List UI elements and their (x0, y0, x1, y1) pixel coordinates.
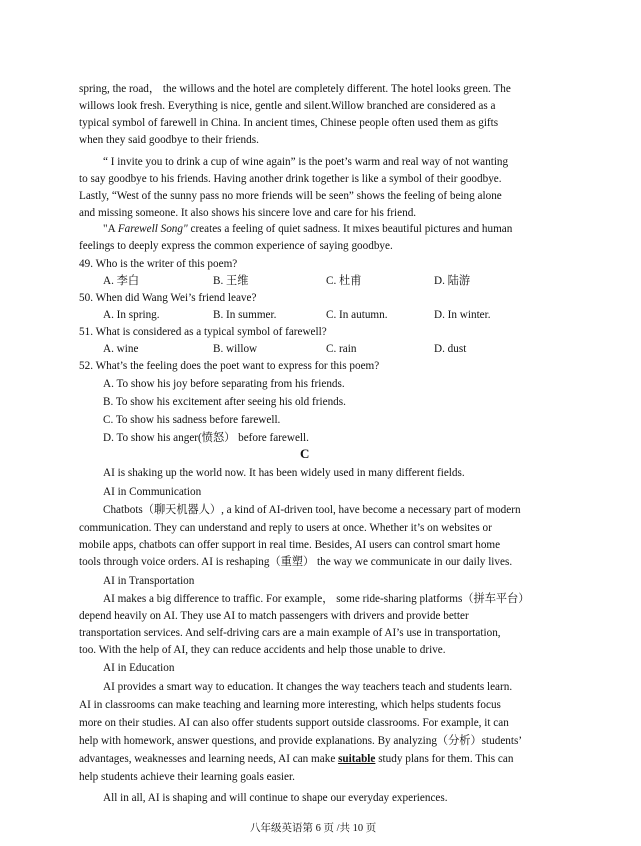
passage-b-line: Lastly, “West of the sunny pass no more friends will be seen” shows the feeling of being alone (79, 190, 502, 202)
option[interactable]: A. In spring. (103, 309, 160, 321)
passage-c-line: mobile apps, chatbots can offer support in real time. Besides, AI users can control smart home (79, 539, 501, 551)
passage-c-line: transportation services. And self-driving cars are a main example of AI’s use in transportation, (79, 627, 501, 639)
option[interactable]: D. dust (434, 343, 467, 355)
option[interactable]: B. In summer. (213, 309, 277, 321)
passage-b-line: when they said goodbye to their friends. (79, 134, 259, 146)
passage-c-line: AI in classrooms can make teaching and learning more interesting, which helps students focus (79, 699, 501, 711)
option[interactable]: C. rain (326, 343, 357, 355)
option[interactable]: D. In winter. (434, 309, 491, 321)
option[interactable]: A. 李白 (103, 275, 140, 287)
passage-b-line: and missing someone. It also shows his sincere love and care for his friend. (79, 207, 417, 219)
option[interactable]: C. In autumn. (326, 309, 388, 321)
passage-b-line: spring, the road， the willows and the hotel are completely different. The hotel looks green. The (79, 83, 511, 95)
passage-c-line: help with homework, answer questions, and provide explanations. By analyzing（分析）students’ (79, 735, 523, 747)
question-stem: 50. When did Wang Wei’s friend leave? (79, 292, 257, 304)
passage-c-line: more on their studies. AI can also offer students support outside classrooms. For example, it can (79, 717, 509, 729)
question-stem: 52. What’s the feeling does the poet want to express for this poem? (79, 360, 380, 372)
passage-b-line: to say goodbye to his friends. Having another drink together is like a symbol of their goodbye. (79, 173, 502, 185)
passage-c-text: advantages, weaknesses and learning needs, AI can make (79, 753, 339, 765)
page-footer: 八年级英语第 6 页 /共 10 页 (250, 823, 377, 834)
passage-c-text: study plans for them. This can (375, 753, 514, 765)
underlined-word: suitable (338, 753, 376, 765)
section-label: C (300, 446, 310, 461)
passage-b-text: creates a feeling of quiet sadness. It mixes beautiful pictures and human (187, 223, 513, 235)
quote-open: "A (103, 223, 118, 235)
question-stem: 51. What is considered as a typical symbol of farewell? (79, 326, 327, 338)
option[interactable]: B. To show his excitement after seeing his old friends. (103, 396, 346, 408)
question-stem: 49. Who is the writer of this poem? (79, 258, 238, 270)
poem-title: Farewell Song" (117, 223, 188, 235)
subheading: AI in Education (103, 662, 175, 674)
passage-c-line: tools through voice orders. AI is reshaping（重塑） the way we communicate in our daily lives. (79, 556, 513, 568)
option[interactable]: A. wine (103, 343, 139, 355)
passage-c-line (79, 752, 513, 766)
passage-c-line: depend heavily on AI. They use AI to match passengers with drivers and provide better (79, 610, 469, 622)
passage-c-line: Chatbots（聊天机器人）, a kind of AI-driven tool, have become a necessary part of modern (103, 504, 521, 516)
option[interactable]: B. 王维 (213, 275, 249, 287)
subheading: AI in Transportation (103, 575, 195, 587)
passage-c-line: too. With the help of AI, they can reduce accidents and help those unable to drive. (79, 644, 446, 656)
option[interactable]: D. 陆游 (434, 275, 471, 287)
passage-b-line (103, 222, 512, 236)
passage-b-line: typical symbol of farewell in China. In ancient times, Chinese people often used them as gifts (79, 117, 499, 129)
passage-c-line: AI is shaking up the world now. It has been widely used in many different fields. (103, 467, 465, 479)
subheading: AI in Communication (103, 486, 202, 498)
passage-c-line: AI provides a smart way to education. It changes the way teachers teach and students learn. (103, 681, 513, 693)
passage-b-line: “ I invite you to drink a cup of wine again” is the poet’s warm and real way of not wanting (103, 156, 509, 168)
option[interactable]: C. To show his sadness before farewell. (103, 414, 281, 426)
option[interactable]: A. To show his joy before separating from his friends. (103, 378, 345, 390)
passage-c-line: All in all, AI is shaping and will continue to shape our everyday experiences. (103, 792, 448, 804)
passage-c-line: help students achieve their learning goals easier. (79, 771, 295, 783)
option[interactable]: C. 杜甫 (326, 275, 362, 287)
passage-b-line: willows look fresh. Everything is nice, gentle and silent.Willow branched are considered as a (79, 100, 496, 112)
passage-c-line: communication. They can understand and reply to users at once. Whether it’s on websites or (79, 522, 492, 534)
option[interactable]: B. willow (213, 343, 258, 355)
passage-c-line: AI makes a big difference to traffic. For example， some ride-sharing platforms（拼车平台） (103, 593, 530, 605)
passage-b-line: feelings to deeply express the common experience of saying goodbye. (79, 240, 393, 252)
option[interactable]: D. To show his anger(愤怒） before farewell. (103, 432, 309, 444)
